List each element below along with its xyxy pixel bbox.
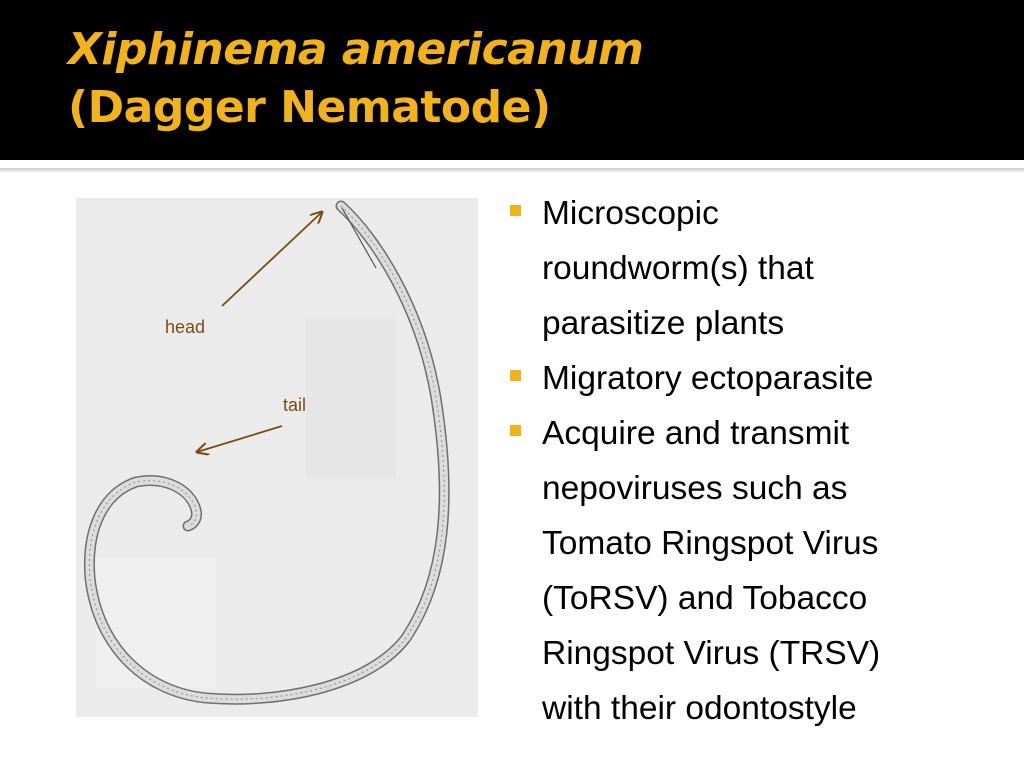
- bullet-item: [508, 406, 1008, 736]
- bullet-list: [508, 186, 1008, 736]
- bullet-line: with their odontostyle: [542, 690, 857, 727]
- tail-label: tail: [283, 395, 307, 415]
- slide-title-line-2: (Dagger Nematode): [68, 82, 551, 133]
- bullet-square-icon: [510, 370, 521, 381]
- bullet-line: parasitize plants: [542, 305, 785, 342]
- bullet-line: (ToRSV) and Tobacco: [542, 580, 868, 617]
- bullet-item: [508, 186, 1008, 351]
- slide-title-line-1: Xiphinema americanum: [68, 24, 644, 75]
- title-divider: [0, 168, 1024, 172]
- title-band: [0, 0, 1024, 160]
- nematode-illustration: [76, 198, 478, 717]
- bullet-line: Migratory ectoparasite: [542, 360, 874, 397]
- bullet-line: nepoviruses such as: [542, 470, 848, 507]
- bullet-square-icon: [510, 205, 521, 216]
- bullet-line: Acquire and transmit: [542, 415, 850, 452]
- nematode-drawing: [76, 198, 478, 717]
- bullet-line: Tomato Ringspot Virus: [542, 525, 879, 562]
- bullet-item: [508, 351, 1008, 406]
- bullet-line: Microscopic: [542, 195, 719, 232]
- bullet-line: Ringspot Virus (TRSV): [542, 635, 881, 672]
- bullet-square-icon: [510, 425, 521, 436]
- bullet-line: roundworm(s) that: [542, 250, 814, 287]
- head-label: head: [165, 317, 206, 337]
